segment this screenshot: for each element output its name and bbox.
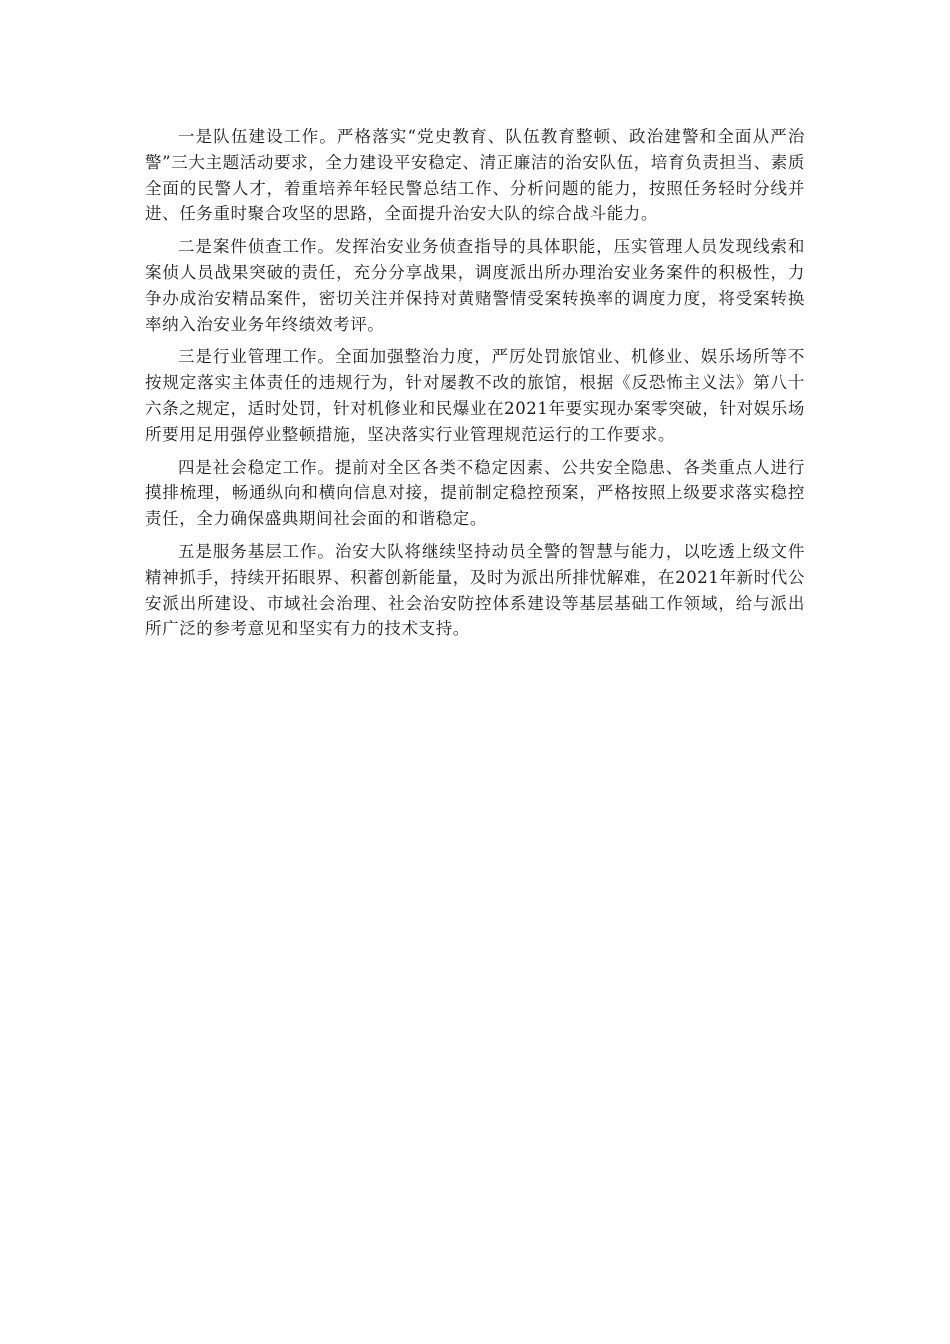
paragraph-team-building: 一是队伍建设工作。严格落实“党史教育、队伍教育整顿、政治建警和全面从严治警”三大主题活动要求，全力建设平安稳定、清正廉洁的治安队伍，培育负责担当、素质全面的民警人才，着重培养年轻民警总结工作、分析问题的能力，按照任务轻时分线并进、任务重时聚合攻坚的思路，全面提升治安大队的综合战斗能力。 bbox=[145, 127, 805, 224]
document-page bbox=[145, 124, 805, 649]
paragraph-case-investigation: 二是案件侦查工作。发挥治安业务侦查指导的具体职能，压实管理人员发现线索和案侦人员战果突破的责任，充分分享战果，调度派出所办理治安业务案件的积极性，力争办成治安精品案件，密切关注并保持对黄赌警情受案转换率的调度力度，将受案转换率纳入治安业务年终绩效考评。 bbox=[145, 237, 805, 334]
paragraph-grassroots-service: 五是服务基层工作。治安大队将继续坚持动员全警的智慧与能力，以吃透上级文件精神抓手，持续开拓眼界、积蓄创新能量，及时为派出所排忧解难，在2021年新时代公安派出所建设、市域社会治理、社会治安防控体系建设等基层基础工作领域，给与派出所广泛的参考意见和坚实有力的技术支持。 bbox=[145, 541, 805, 639]
paragraph-social-stability: 四是社会稳定工作。提前对全区各类不稳定因素、公共安全隐患、各类重点人进行摸排梳理，畅通纵向和横向信息对接，提前制定稳控预案，严格按照上级要求落实稳控责任，全力确保盛典期间社会面的和谐稳定。 bbox=[145, 457, 805, 529]
paragraph-industry-management: 三是行业管理工作。全面加强整治力度，严厉处罚旅馆业、机修业、娱乐场所等不按规定落实主体责任的违规行为，针对屡教不改的旅馆，根据《反恐怖主义法》第八十六条之规定，适时处罚，针对机修业和民爆业在2021年要实现办案零突破，针对娱乐场所要用足用强停业整顿措施，坚决落实行业管理规范运行的工作要求。 bbox=[145, 347, 805, 444]
